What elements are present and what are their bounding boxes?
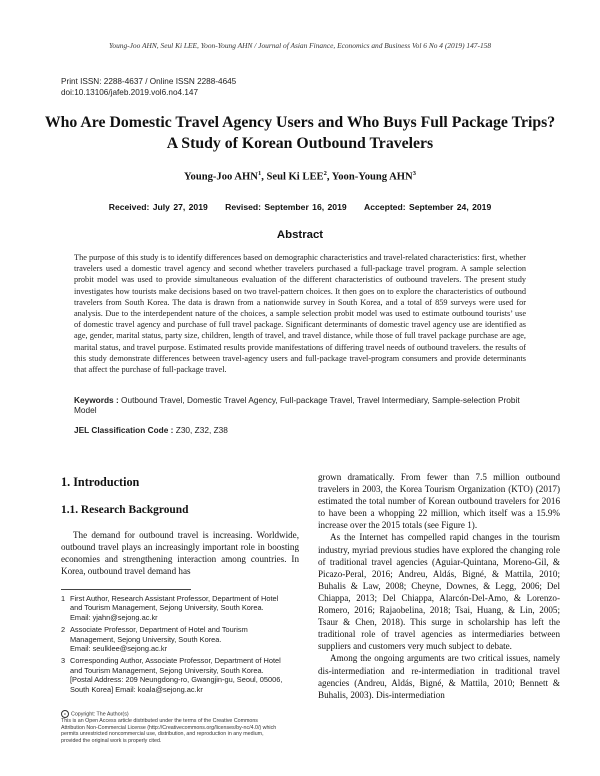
footnote-line: Management, Sejong University, South Korea. (70, 634, 222, 644)
article-dates (0, 202, 600, 212)
title-line-2: A Study of Korean Outbound Travelers (166, 135, 434, 152)
jel-label: JEL Classification Code : (74, 425, 174, 435)
footnotes (61, 594, 299, 697)
issn-block (61, 76, 236, 98)
copyright-notice (61, 710, 299, 744)
body-paragraph: As the Internet has compelled rapid changes in the tourism industry, myriad previous studies have explored the changing role of traditional travel agencies (Aguiar-Quintana, Moreno-Gil, & Picazo-Peral, 2016; Andreu, Aldás, Bigné, & Mattila, 2010; Buhalis & Law, 2008; Cheyne, Downes, & Legg, 2006; Del Chiappa, 2013; Del Chiappa, Alarcón-Del-Amo, & Lorenzo-Romero, 2016; Rajaobelina, 2018; Tsai, Huang, & Lin, 2005; Tsaur & Chen, 2018). This surge in scholarship has left the traditional role of travel agencies as intermediaries between suppliers and customers very much subject to debate. (318, 532, 560, 652)
title-line-1: Who Are Domestic Travel Agency Users and Who Buys Full Package Trips? (44, 114, 556, 131)
jel-classification (74, 425, 534, 435)
keywords-list: Outbound Travel, Domestic Travel Agency, Full-package Travel, Travel Intermediary, Sample-selection Probit Model (74, 395, 520, 415)
footnote-line: First Author, Research Assistant Professor, Department of Hotel (70, 594, 279, 603)
section-heading: 1. Introduction (61, 475, 140, 489)
author-affiliation-mark: 3 (412, 170, 416, 177)
left-column (61, 475, 299, 577)
footnote (61, 625, 299, 653)
author-list (0, 170, 600, 183)
running-header: Young-Joo AHN, Seul Ki LEE, Yoon-Young AHN / Journal of Asian Finance, Economics and Business Vol 6 No 4 (2019) 147-158 (108, 41, 492, 50)
body-paragraph: Among the ongoing arguments are two critical issues, namely dis-intermediation and re-intermediation in traditional travel agencies (Andreu, Aldás, Bigné, & Mattila, 2010; Bennett & Buhalis, 2003). Dis-intermediation (318, 653, 560, 700)
body-paragraph: grown dramatically. From fewer than 7.5 million outbound travelers in 2003, the Korea Tourism Organization (KTO) (2017) estimated the total number of Korean outbound travelers for 2016 to have been a whopping 22 million, which itself was a 15.9% increase over the 2015 totals (see Figure 1). (318, 472, 560, 531)
copyright-icon: c (61, 710, 69, 718)
abstract-text: The purpose of this study is to identify differences based on demographic characteristics and travel-related characteristics: first, whether travelers used a domestic travel agency and second whether travelers purchased a full-package travel program. A sample selection probit model was used to provide simultaneous evaluation of the different characteristics of outbound travelers. The present study investigates how tourists make decisions based on two travel-pattern choices. It then goes on to explore the characteristics of outbound travelers from South Korea. The data is drawn from a nationwide survey in South Korea, and a total of 859 surveys were used for analysis. Due to the interdependent nature of the choices, a sample selection probit model was used to estimate outbound tourists’ use of domestic travel agency and purchase of full travel package. Significant determinants of domestic travel agency use are identified as age, gender, marital status, party size, children, length of travel, and travel distance, while those of full travel package purchase are age, marital status, and travel purpose. Estimated results provide manifestations of differing travel needs of outbound travelers. the results of this study demonstrate differences between travel-agency users and full-package travel-program consumers and provide determinants that affect the purchase of full-package travel. (74, 253, 526, 375)
author-affiliation-mark: 2 (323, 170, 327, 177)
footnote-line: South Korea] Email: koala@sejong.ac.kr (70, 684, 203, 694)
license-line: This is an Open Access article distributed under the terms of the Creative Commons (61, 718, 258, 724)
issn-line: Print ISSN: 2288-4637 / Online ISSN 2288-4645 (61, 77, 237, 86)
right-column (318, 471, 560, 701)
footnote-email: Email: seulklee@sejong.ac.kr (70, 644, 168, 654)
license-line: provided the original work is properly cited. (61, 737, 162, 744)
author-affiliation-mark: 1 (257, 170, 262, 177)
accepted-date: Accepted: September 24, 2019 (364, 202, 492, 212)
abstract-heading: Abstract (276, 229, 324, 241)
footnote-number: 3 (61, 656, 66, 666)
received-date: Received: July 27, 2019 (108, 202, 208, 212)
author-separator: , (326, 171, 332, 183)
author-separator: , (261, 171, 267, 183)
jel-codes: Z30, Z32, Z38 (175, 425, 228, 435)
author-name: Yoon-Young AHN (331, 171, 413, 183)
copyright-heading: Copyright: The Author(s) (71, 711, 129, 718)
footnote-number: 2 (61, 625, 66, 635)
keywords (74, 395, 534, 415)
revised-date: Revised: September 16, 2019 (225, 202, 347, 212)
footnote-line: Corresponding Author, Associate Professor, Department of Hotel (70, 656, 281, 666)
doi-line: doi:10.13106/jafeb.2019.vol6.no4.147 (61, 88, 199, 97)
keywords-label: Keywords : (74, 395, 119, 405)
footnote-email: Email: yjahn@sejong.ac.kr (70, 612, 158, 622)
author-name: Seul Ki LEE (266, 171, 324, 183)
footnote-line: Associate Professor, Department of Hotel and Tourism (70, 625, 248, 635)
license-line: permits unrestricted noncommercial use, distribution, and reproduction in any medium, (61, 731, 264, 738)
paper-title (40, 112, 560, 154)
footnote-number: 1 (61, 594, 66, 603)
footnote-line: and Tourism Management, Sejong University, South Korea. (70, 603, 264, 613)
author-name: Young-Joo AHN (184, 171, 258, 183)
footnote-divider (61, 589, 191, 590)
footnote (61, 656, 299, 694)
footnote-line: and Tourism Management, Sejong University, South Korea. (70, 665, 264, 675)
body-paragraph: The demand for outbound travel is increasing. Worldwide, outbound travel plays an increasingly important role in boosting economies and strengthening interaction among countries. In Korea, outbound travel demand has (61, 530, 299, 577)
footnote (61, 594, 299, 622)
license-line: Attribution Non-Commercial License (http://Creativecommons.org/licenses/by-nc/4.0/) which (61, 724, 277, 731)
subsection-heading: 1.1. Research Background (61, 504, 189, 516)
footnote-line: [Postal Address: 209 Neungdong-ro, Gwangjin-gu, Seoul, 05006, (70, 675, 283, 685)
